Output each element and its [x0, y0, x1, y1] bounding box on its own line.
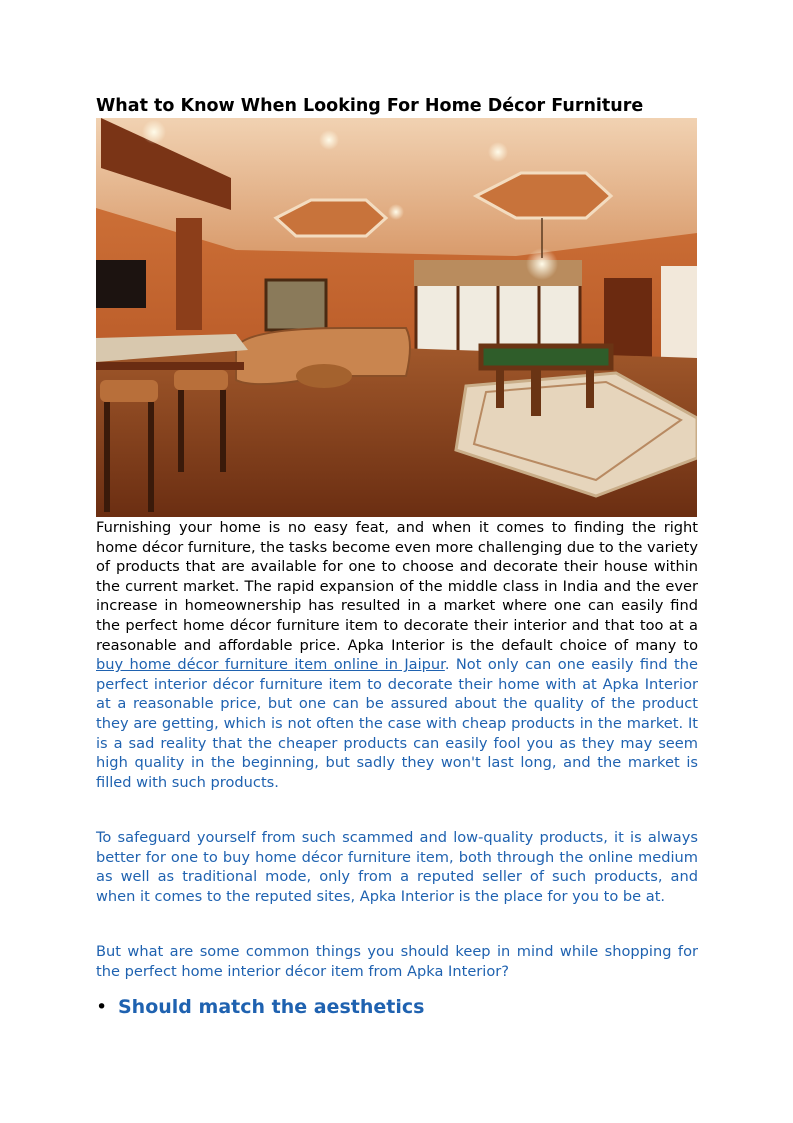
bullet-heading: Should match the aesthetics — [118, 996, 425, 1018]
safeguard-paragraph: To safeguard yourself from such scammed and low-quality products, it is always better for one to buy home décor furniture item, both through the online medium as well as traditional mode, only from a reputed seller of such products, and when it comes to the reputed sites, Apka Interior is the place for you to be at. — [96, 829, 698, 905]
buy-furniture-jaipur-link[interactable]: buy home décor furniture item online in Jaipur — [96, 656, 445, 674]
page-title: What to Know When Looking For Home Décor Furniture — [96, 96, 644, 116]
intro-paragraph — [96, 518, 698, 792]
intro-continuation-text: . Not only can one easily find the perfect interior décor furniture item to decorate their home with at Apka Interior at a reasonable price, but one can be assured about the quality of the product they are getting, which is not often the case with cheap products in the market. It is a sad reality that the cheaper products can easily fool you as they may seem high quality in the beginning, but sadly they won't last long, and the market is filled with such products. — [96, 656, 698, 791]
intro-text: Furnishing your home is no easy feat, and when it comes to finding the right home décor furniture, the tasks become even more challenging due to the variety of products that are available for one to choose and decorate their house within the current market. The rapid expansion of the middle class in India and the ever increase in homeownership has resulted in a market where one can easily find the perfect home décor furniture item to decorate their interior and that too at a reasonable and affordable price. Apka Interior is the default choice of many to — [96, 519, 698, 654]
bullet-icon: • — [96, 996, 108, 1018]
bullet-item-aesthetics — [96, 996, 424, 1018]
living-room-photo — [96, 118, 697, 517]
question-paragraph: But what are some common things you should keep in mind while shopping for the perfect home interior décor item from Apka Interior? — [96, 943, 698, 980]
